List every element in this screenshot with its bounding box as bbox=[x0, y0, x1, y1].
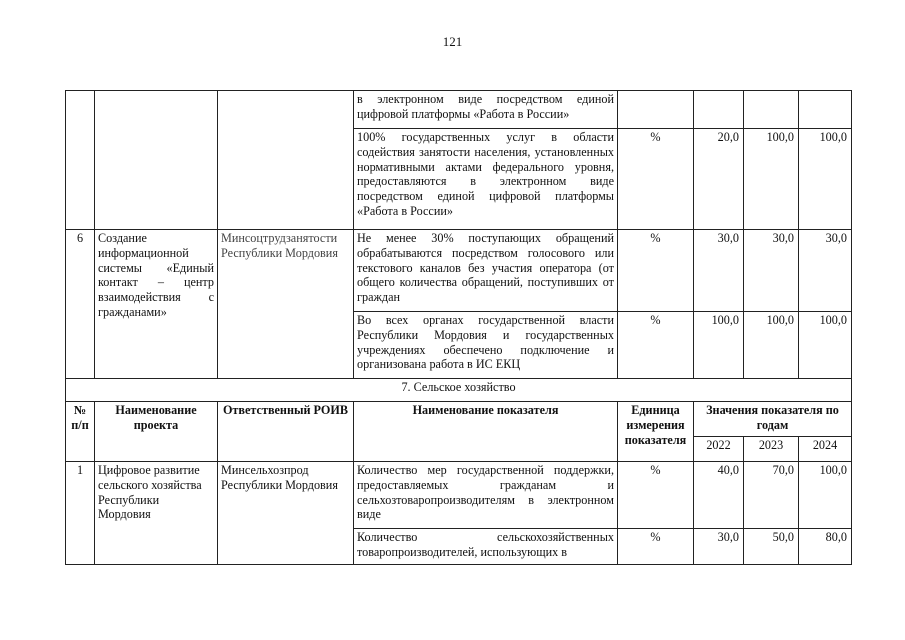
indicator-cell: Во всех органах государственной власти Республики Мордовия и государственных учреждениях обеспечено подключение и организована работа в ИС ЕКЦ bbox=[354, 312, 618, 379]
indicator-cell: Не менее 30% поступающих обращений обрабатываются посредством голосового или текстового каналов без участия оператора (от общего количества обращений, поступивших от граждан bbox=[354, 230, 618, 312]
unit-cell bbox=[618, 91, 694, 129]
header-values: Значения показателя по годам bbox=[694, 402, 852, 437]
value-2022-cell bbox=[694, 91, 744, 129]
roiv-cell: Минсельхозпрод Республики Мордовия bbox=[218, 462, 354, 565]
section-row bbox=[66, 379, 852, 402]
project-name-cell: Цифровое развитие сельского хозяйства Республики Мордовия bbox=[95, 462, 218, 565]
header-year-2024: 2024 bbox=[799, 437, 852, 462]
num-cell: 1 bbox=[66, 462, 95, 565]
value-2024-cell: 100,0 bbox=[799, 129, 852, 230]
page-number: 121 bbox=[442, 34, 463, 49]
value-2022-cell: 20,0 bbox=[694, 129, 744, 230]
value-2022-cell: 100,0 bbox=[694, 312, 744, 379]
value-2022-cell: 30,0 bbox=[694, 529, 744, 565]
value-2022-cell: 30,0 bbox=[694, 230, 744, 312]
value-2024-cell: 30,0 bbox=[799, 230, 852, 312]
header-year-2023: 2023 bbox=[744, 437, 799, 462]
header-row bbox=[66, 402, 852, 437]
value-2024-cell bbox=[799, 91, 852, 129]
value-2023-cell: 30,0 bbox=[744, 230, 799, 312]
value-2023-cell: 70,0 bbox=[744, 462, 799, 529]
header-indicator: Наименование показателя bbox=[354, 402, 618, 462]
roiv-cell bbox=[218, 91, 354, 230]
value-2024-cell: 100,0 bbox=[799, 312, 852, 379]
num-cell: 6 bbox=[66, 230, 95, 379]
roiv-cell: Минсоцтрудзанятости Республики Мордовия bbox=[218, 230, 354, 379]
unit-cell: % bbox=[618, 230, 694, 312]
project-name-cell: Создание информационной системы «Единый контакт – центр взаимодействия с гражданами» bbox=[95, 230, 218, 379]
value-2023-cell: 100,0 bbox=[744, 312, 799, 379]
value-2022-cell: 40,0 bbox=[694, 462, 744, 529]
header-num: № п/п bbox=[66, 402, 95, 462]
table-row bbox=[66, 462, 852, 529]
value-2023-cell bbox=[744, 91, 799, 129]
value-2024-cell: 100,0 bbox=[799, 462, 852, 529]
value-2024-cell: 80,0 bbox=[799, 529, 852, 565]
unit-cell: % bbox=[618, 462, 694, 529]
header-year-2022: 2022 bbox=[694, 437, 744, 462]
project-name-cell bbox=[95, 91, 218, 230]
indicators-table bbox=[65, 90, 852, 565]
header-project: Наименование проекта bbox=[95, 402, 218, 462]
header-roiv: Ответственный РОИВ bbox=[218, 402, 354, 462]
table-row bbox=[66, 230, 852, 312]
indicator-cell: Количество мер государственной поддержки, предоставляемых гражданам и сельхозтоваропроизводителям в электронном виде bbox=[354, 462, 618, 529]
header-unit: Единица измерения показателя bbox=[618, 402, 694, 462]
indicator-cell: Количество сельскохозяйственных товаропроизводителей, использующих в bbox=[354, 529, 618, 565]
value-2023-cell: 50,0 bbox=[744, 529, 799, 565]
unit-cell: % bbox=[618, 312, 694, 379]
indicator-cell: в электронном виде посредством единой цифровой платформы «Работа в России» bbox=[354, 91, 618, 129]
section-title: 7. Сельское хозяйство bbox=[66, 379, 852, 402]
indicator-cell: 100% государственных услуг в области содействия занятости населения, установленных нормативными актами федерального уровня, предоставляются в электронном виде посредством единой цифровой платформы «Работа в России» bbox=[354, 129, 618, 230]
unit-cell: % bbox=[618, 129, 694, 230]
unit-cell: % bbox=[618, 529, 694, 565]
table-row bbox=[66, 91, 852, 129]
value-2023-cell: 100,0 bbox=[744, 129, 799, 230]
num-cell bbox=[66, 91, 95, 230]
